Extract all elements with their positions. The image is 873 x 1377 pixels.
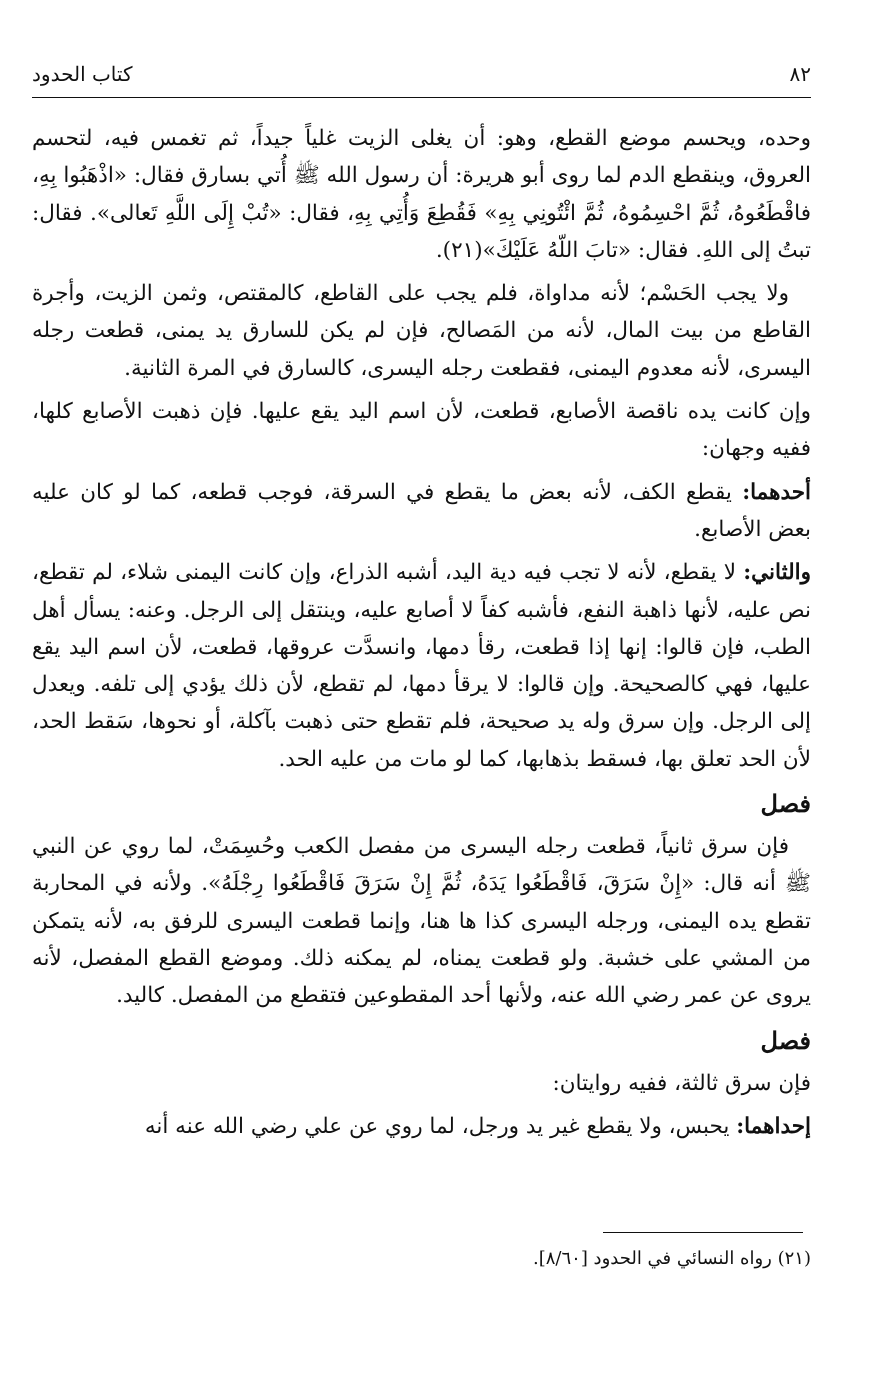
- page-number: ٨٢: [789, 62, 811, 86]
- paragraph-5-text: لا يقطع، لأنه لا تجب فيه دية اليد، أشبه الذراع، وإن كانت اليمنى شلاء، لم تقطع، نص عليه، لأنها ذاهبة النفع، فأشبه كفاً لا أصابع عليه، وينتقل إلى الرجل. وعنه: يسأل أهل الطب، فإن قالوا: إنها إذا قطعت، رقأ دمها، وانسدَّت عروقها، قطعت، لأن اسم اليد يقع عليها، فهي كالصحيحة. وإن قالوا: لا يرقأ دمها، لم تقطع، لأن ذلك يؤدي إلى تلفه. ويعدل إلى الرجل. وإن سرق وله يد صحيحة، فلم تقطع حتى ذهبت بآكلة، أو نحوها، سَقط الحد، لأن الحد تعلق بها، فسقط بذهابها، كما لو مات من عليه الحد.: [32, 560, 811, 772]
- paragraph-5-lead: والثاني:: [743, 560, 811, 586]
- section-1-text: فإن سرق ثانياً، قطعت رجله اليسرى من مفصل الكعب وحُسِمَتْ، لما روي عن النبي ﷺ أنه قال: «إِنْ سَرَقَ، فَاقْطَعُوا يَدَهُ، ثُمَّ إِنْ سَرَقَ فَاقْطَعُوا رِجْلَهُ». ولأنه في المحاربة تقطع يده اليمنى، ورجله اليسرى كذا ها هنا، وإنما قطعت اليسرى للرفق به، لأنه يتمكن من المشي على خشبة. ولو قطعت يمناه، لم يمكنه ذلك. وموضع القطع المفصل، لأنه يروى عن عمر رضي الله عنه، ولأنها أحد المقطوعين فتقطع من المفصل. كاليد.: [32, 834, 811, 1009]
- paragraph-4-text: يقطع الكف، لأنه بعض ما يقطع في السرقة، فوجب قطعه، كما لو كان عليه بعض الأصابع.: [32, 479, 811, 542]
- book-title: كتاب الحدود: [32, 62, 133, 86]
- section-2-title: فصل: [760, 1025, 811, 1055]
- paragraph-3: وإن كانت يده ناقصة الأصابع، قطعت، لأن اسم اليد يقع عليها. فإن ذهبت الأصابع كلها، ففيه وجهان:: [32, 399, 811, 462]
- footnote: (٢١) رواه النسائي في الحدود [٨/٦٠].: [532, 1248, 811, 1269]
- section-2-intro: فإن سرق ثالثة، ففيه روايتان:: [552, 1070, 811, 1096]
- header-divider: [32, 97, 811, 98]
- paragraph-2: ولا يجب الحَسْم؛ لأنه مداواة، فلم يجب على القاطع، كالمقتص، وثمن الزيت، وأجرة القاطع من بيت المال، لأنه من المَصالح، فإن لم يكن للسارق يد يمنى، قطعت رجله اليسرى، لأنه معدوم اليمنى، فقطعت رجله اليسرى، كالسارق في المرة الثانية.: [32, 281, 811, 381]
- page-body: [32, 120, 811, 1151]
- paragraph-1: وحده، ويحسم موضع القطع، وهو: أن يغلى الزيت غلياً جيداً، ثم تغمس فيه، لتحسم العروق، وينقطع الدم لما روى أبو هريرة: أن رسول الله ﷺ أُتي بسارق فقال: «اذْهَبُوا بِهِ، فاقْطَعُوهُ، ثُمَّ احْسِمُوهُ، ثُمَّ ائْتُونِي بِهِ» فَقُطِعَ وَأُتِي بِهِ، فقال: «تُبْ إِلَى اللَّهِ تَعالى». فقال: تبتُ إلى اللهِ. فقال: «تابَ اللّهُ عَلَيْكَ»(٢١).: [32, 126, 811, 263]
- footnote-divider: [603, 1232, 803, 1233]
- section-2-lead: إحداهما:: [736, 1113, 811, 1139]
- paragraph-4-lead: أحدهما:: [742, 479, 811, 505]
- section-2-paragraph: [32, 1108, 811, 1145]
- paragraph-4: [32, 474, 811, 549]
- paragraph-5: [32, 554, 811, 778]
- page-header: [32, 56, 811, 92]
- section-1-title: فصل: [760, 789, 811, 819]
- section-2-text: يحبس، ولا يقطع غير يد ورجل، لما روي عن علي رضي الله عنه أنه: [144, 1113, 730, 1139]
